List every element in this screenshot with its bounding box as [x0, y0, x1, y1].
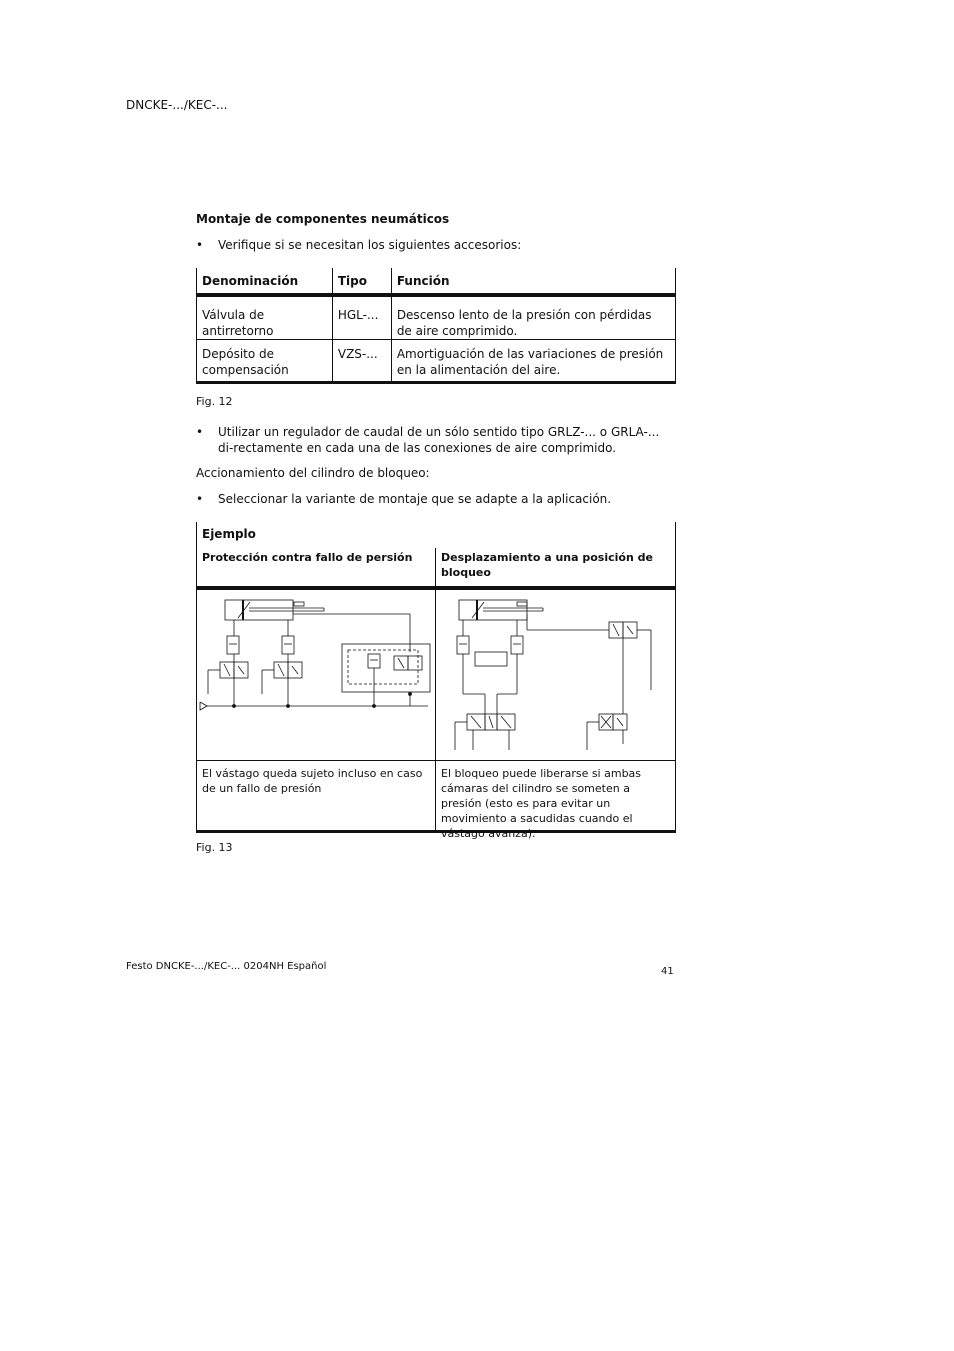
row-divider: [196, 760, 676, 761]
example-table: [196, 522, 676, 840]
column-header: Tipo: [332, 268, 391, 295]
figure-caption: Fig. 13: [196, 841, 233, 854]
table-cell: Amortiguación de las variaciones de presión en la alimentación del aire.: [391, 340, 675, 383]
pneumatic-schematic-right: [437, 594, 673, 758]
accessories-table: [196, 268, 676, 384]
header-rule: [196, 586, 676, 590]
bullet-item: [196, 237, 676, 253]
figure-caption: Fig. 12: [196, 395, 233, 408]
bullet-item: [196, 424, 676, 456]
table-cell: VZS-...: [332, 340, 391, 383]
table-cell: Depósito de compensación: [197, 340, 333, 383]
right-heading: Desplazamiento a una posición de bloqueo: [441, 551, 653, 579]
table-row: [197, 295, 676, 340]
right-description: El bloqueo puede liberarse si ambas cámaras del cilindro se someten a presión (esto es para evitar un movimiento a sacudidas cuando el vástago avanza).: [441, 767, 642, 840]
paragraph: Accionamiento del cilindro de bloqueo:: [196, 466, 430, 480]
left-description: El vástago queda sujeto incluso en caso de un fallo de presión: [202, 767, 423, 795]
section-title: Montaje de componentes neumáticos: [196, 212, 450, 226]
bullet-dot: •: [196, 492, 204, 506]
column-divider: [435, 548, 436, 833]
bullet-dot: •: [196, 238, 204, 252]
table-cell: HGL-...: [332, 295, 391, 340]
page-number: 41: [661, 966, 674, 977]
table-cell: Válvula de antirretorno: [197, 295, 333, 340]
bullet-text: Seleccionar la variante de montaje que se adapte a la aplicación.: [218, 492, 612, 506]
column-header: Denominación: [197, 268, 333, 295]
pneumatic-schematic-left: [198, 594, 434, 758]
bullet-dot: •: [196, 425, 204, 439]
bullet-text: Utilizar un regulador de caudal de un sólo sentido tipo GRLZ-... o GRLA-... di-rectamente en cada una de las conexiones de aire comprimido.: [218, 425, 660, 455]
border-line: [675, 522, 676, 833]
example-title: Ejemplo: [202, 527, 256, 541]
table-row: [197, 340, 676, 383]
table-cell: Descenso lento de la presión con pérdidas de aire comprimido.: [391, 295, 675, 340]
bullet-text: Verifique si se necesitan los siguientes accesorios:: [218, 238, 522, 252]
bullet-item: [196, 491, 676, 507]
doc-header: DNCKE-.../KEC-...: [126, 98, 228, 112]
border-line: [196, 522, 197, 833]
footer-text: Festo DNCKE-.../KEC-... 0204NH Español: [126, 961, 327, 972]
column-header: Función: [391, 268, 675, 295]
left-heading: Protección contra fallo de persión: [202, 551, 413, 564]
